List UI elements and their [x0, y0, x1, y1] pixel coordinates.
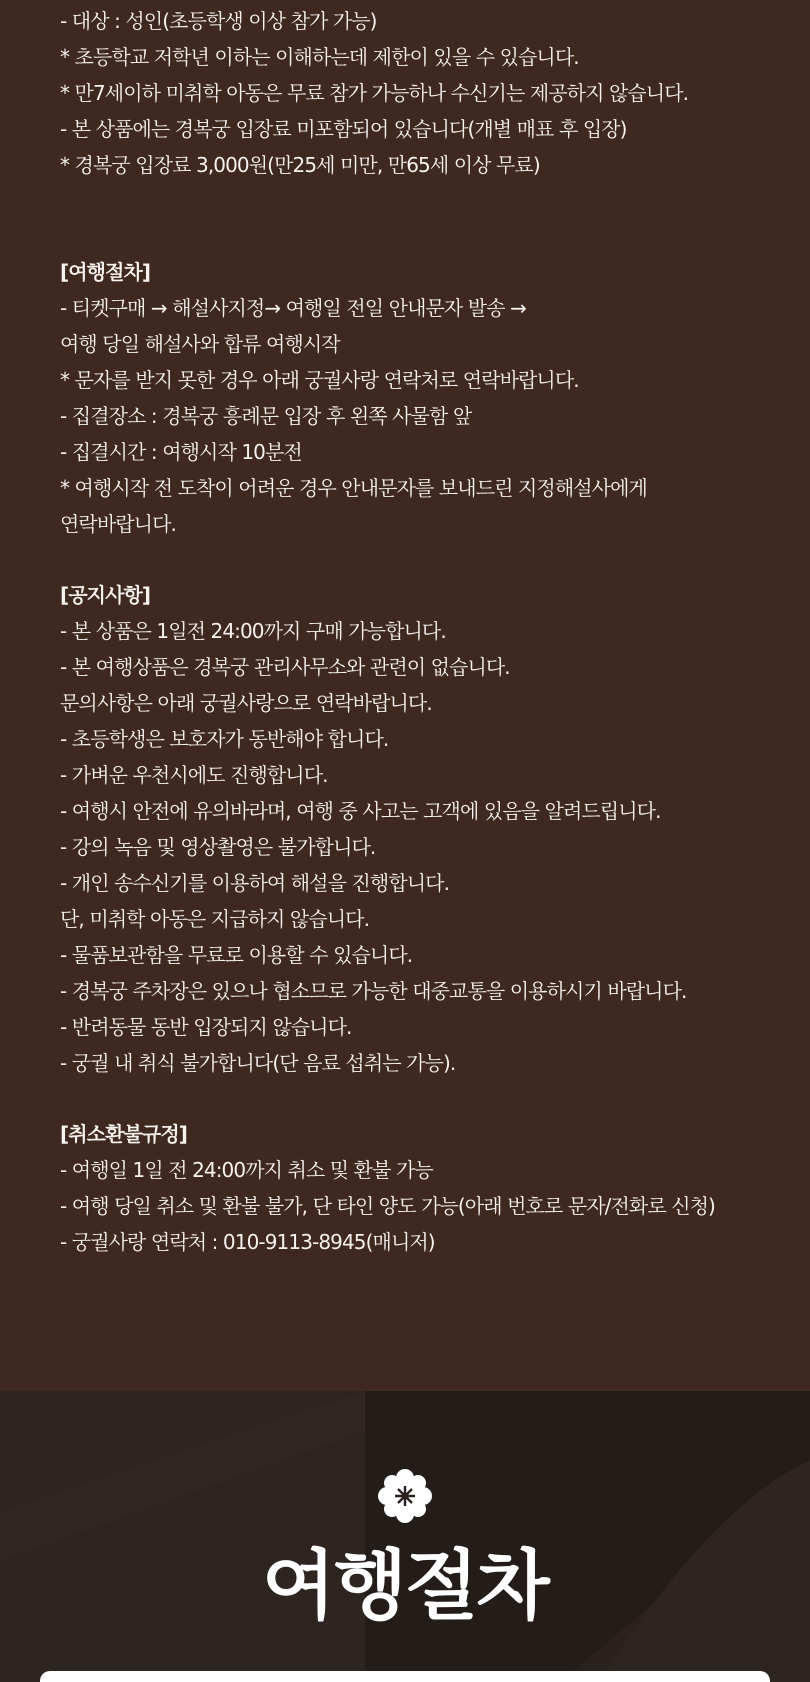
target-line: * 만7세이하 미취학 아동은 무료 참가 가능하나 수신기는 제공하지 않습니다. — [60, 81, 689, 105]
procedure-line: * 여행시작 전 도착이 어려운 경우 안내문자를 보내드린 지정해설사에게 — [60, 476, 647, 500]
notice-line: 단, 미취학 아동은 지급하지 않습니다. — [60, 907, 370, 931]
procedure-banner — [0, 1391, 810, 1682]
target-line: * 경복궁 입장료 3,000원(만25세 미만, 만65세 이상 무료) — [60, 153, 540, 177]
procedure-line: - 집결장소 : 경복궁 흥례문 입장 후 왼쪽 사물함 앞 — [60, 404, 472, 428]
notice-heading: [공지사항] — [60, 583, 151, 607]
notice-line: - 경복궁 주차장은 있으나 협소므로 가능한 대중교통을 이용하시기 바랍니다. — [60, 979, 687, 1003]
procedure-heading: [여행절차] — [60, 260, 151, 284]
flower-emblem-icon — [375, 1466, 435, 1526]
target-line: * 초등학교 저학년 이하는 이해하는데 제한이 있을 수 있습니다. — [60, 45, 579, 69]
procedure-line: * 문자를 받지 못한 경우 아래 궁궐사랑 연락처로 연락바랍니다. — [60, 368, 579, 392]
procedure-line: - 집결시간 : 여행시작 10분전 — [60, 440, 302, 464]
target-line: - 대상 : 성인(초등학생 이상 참가 가능) — [60, 9, 377, 33]
refund-line: - 여행일 1일 전 24:00까지 취소 및 환불 가능 — [60, 1158, 433, 1182]
procedure-line: 여행 당일 해설사와 합류 여행시작 — [60, 332, 340, 356]
notice-line: - 초등학생은 보호자가 동반해야 합니다. — [60, 727, 389, 751]
notice-line: - 궁궐 내 취식 불가합니다(단 음료 섭취는 가능). — [60, 1051, 456, 1075]
notice-line: - 물품보관함을 무료로 이용할 수 있습니다. — [60, 943, 413, 967]
content-card-edge — [40, 1671, 770, 1682]
refund-line: - 여행 당일 취소 및 환불 불가, 단 타인 양도 가능(아래 번호로 문자/전화로 신청) — [60, 1194, 715, 1218]
notice-line: - 개인 송수신기를 이용하여 해설을 진행합니다. — [60, 871, 450, 895]
notice-line: 문의사항은 아래 궁궐사랑으로 연락바랍니다. — [60, 691, 432, 715]
notice-line: - 여행시 안전에 유의바라며, 여행 중 사고는 고객에 있음을 알려드립니다. — [60, 799, 661, 823]
refund-heading: [취소환불규정] — [60, 1122, 188, 1146]
procedure-line: 연락바랍니다. — [60, 512, 176, 536]
refund-line: - 궁궐사랑 연락처 : 010-9113-8945(매니저) — [60, 1230, 435, 1254]
notice-line: - 본 상품은 1일전 24:00까지 구매 가능합니다. — [60, 619, 446, 643]
procedure-line: - 티켓구매 → 해설사지정→ 여행일 전일 안내문자 발송 → — [60, 296, 526, 320]
target-line: - 본 상품에는 경복궁 입장료 미포함되어 있습니다(개별 매표 후 입장) — [60, 117, 627, 141]
notice-line: - 가벼운 우천시에도 진행합니다. — [60, 763, 328, 787]
notice-line: - 반려동물 동반 입장되지 않습니다. — [60, 1015, 352, 1039]
notice-line: - 본 여행상품은 경복궁 관리사무소와 관련이 없습니다. — [60, 655, 510, 679]
banner-title: 여행절차 — [262, 1541, 548, 1630]
notice-line: - 강의 녹음 및 영상촬영은 불가합니다. — [60, 835, 376, 859]
